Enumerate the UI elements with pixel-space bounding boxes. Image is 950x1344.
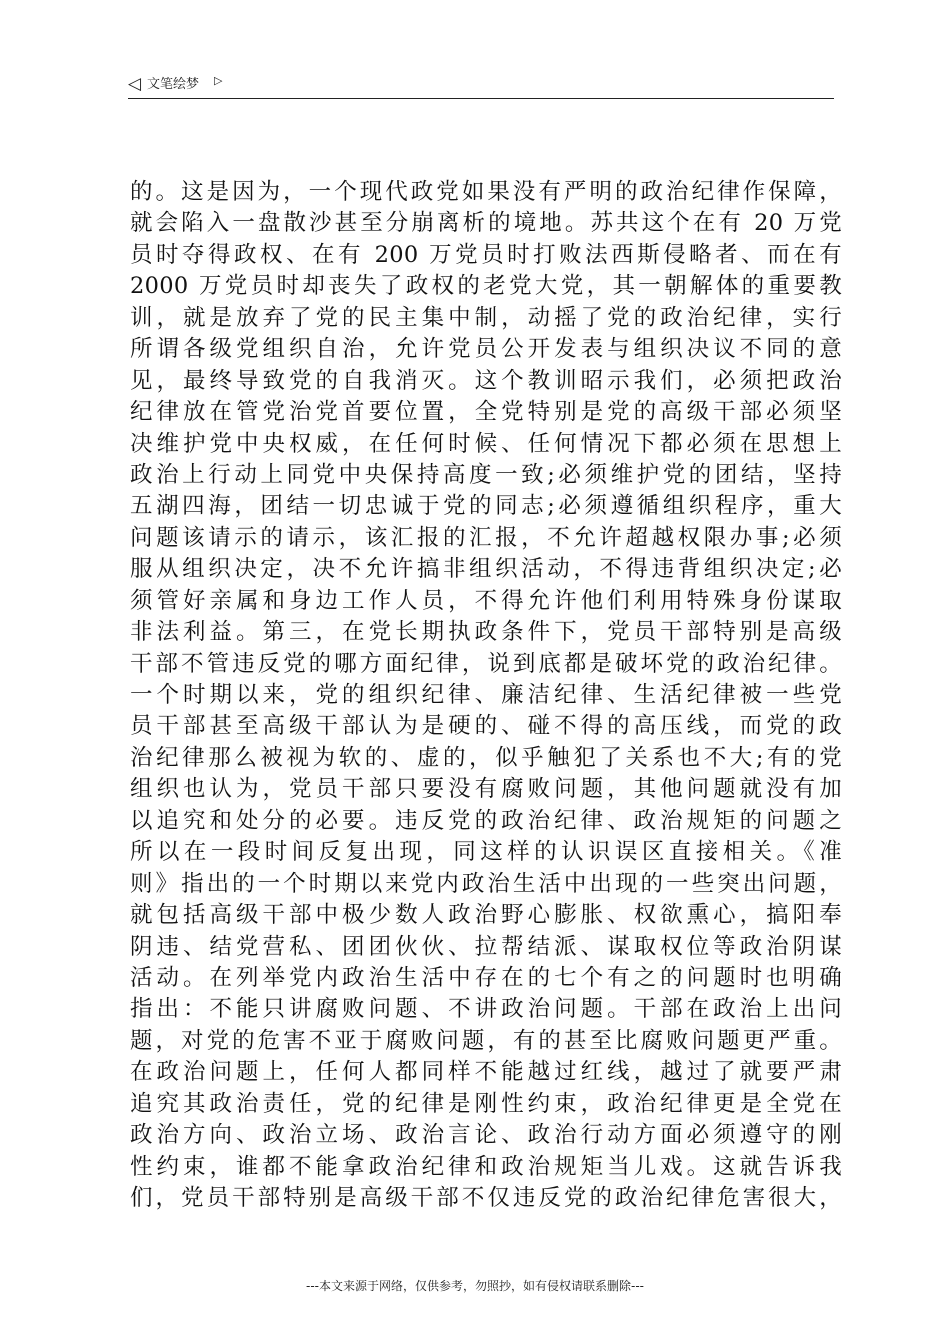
body-line: 决维护党中央权威，在任何时候、任何情况下都必须在思想上 <box>130 430 842 457</box>
body-line: 题，对党的危害不亚于腐败问题，有的甚至比腐败问题更严重。 <box>130 1027 842 1054</box>
body-line: 们，党员干部特别是高级干部不仅违反党的政治纪律危害很大， <box>130 1185 842 1211</box>
header-title: 文笔绘梦 <box>147 77 200 92</box>
body-line: 就会陷入一盘散沙甚至分崩离析的境地。苏共这个在有 20 万党 <box>130 210 842 237</box>
body-line: 的。这是因为，一个现代政党如果没有严明的政治纪律作保障， <box>130 179 842 205</box>
document-body <box>130 177 842 1214</box>
page-header <box>128 74 834 99</box>
body-line: 活动。在列举党内政治生活中存在的七个有之的问题时也明确 <box>130 964 842 991</box>
body-line: 干部不管违反党的哪方面纪律，说到底都是破坏党的政治纪律。 <box>130 650 842 677</box>
body-line: 则》指出的一个时期以来党内政治生活中出现的一些突出问题， <box>130 870 842 897</box>
body-line: 阴违、结党营私、团团伙伙、拉帮结派、谋取权位等政治阴谋 <box>130 933 842 960</box>
body-line: 问题该请示的请示，该汇报的汇报，不允许超越权限办事;必须 <box>130 524 842 551</box>
body-line: 员时夺得政权、在有 200 万党员时打败法西斯侵略者、而在有 <box>130 241 842 268</box>
body-line: 就包括高级干部中极少数人政治野心膨胀、权欲熏心，搞阳奉 <box>130 902 842 929</box>
body-line: 政治方向、政治立场、政治言论、政治行动方面必须遵守的刚 <box>130 1122 842 1149</box>
footer-notice: ---本文来源于网络，仅供参考，勿照抄，如有侵权请联系删除--- <box>306 1279 644 1293</box>
left-triangle-icon: ◁ <box>128 74 142 94</box>
body-line: 见，最终导致党的自我消灭。这个教训昭示我们，必须把政治 <box>130 367 842 394</box>
body-line: 五湖四海，团结一切忠诚于党的同志;必须遵循组织程序，重大 <box>130 493 842 520</box>
body-line: 2000 万党员时却丧失了政权的老党大党，其一朝解体的重要教 <box>130 273 842 300</box>
body-line: 须管好亲属和身边工作人员，不得允许他们利用特殊身份谋取 <box>130 587 842 614</box>
body-line: 治纪律那么被视为软的、虚的，似乎触犯了关系也不大;有的党 <box>130 744 842 771</box>
body-line: 所以在一段时间反复出现，同这样的认识误区直接相关。《准 <box>130 839 842 866</box>
body-line: 员干部甚至高级干部认为是硬的、碰不得的高压线，而党的政 <box>130 713 842 740</box>
body-line: 纪律放在管党治党首要位置，全党特别是党的高级干部必须坚 <box>130 399 842 426</box>
body-line: 训，就是放弃了党的民主集中制，动摇了党的政治纪律，实行 <box>130 304 842 331</box>
body-line: 追究其政治责任，党的纪律是刚性约束，政治纪律更是全党在 <box>130 1090 842 1117</box>
body-line: 指出：不能只讲腐败问题、不讲政治问题。干部在政治上出问 <box>130 996 842 1023</box>
right-triangle-icon: ▷ <box>214 74 223 87</box>
body-line: 一个时期以来，党的组织纪律、廉洁纪律、生活纪律被一些党 <box>130 682 842 708</box>
body-line: 在政治问题上，任何人都同样不能越过红线，越过了就要严肃 <box>130 1059 842 1086</box>
body-line: 所谓各级党组织自治，允许党员公开发表与组织决议不同的意 <box>130 336 842 363</box>
body-line: 以追究和处分的必要。违反党的政治纪律、政治规矩的问题之 <box>130 807 842 834</box>
body-line: 非法利益。第三，在党长期执政条件下，党员干部特别是高级 <box>130 619 842 646</box>
body-line: 组织也认为，党员干部只要没有腐败问题，其他问题就没有加 <box>130 776 842 803</box>
body-line: 政治上行动上同党中央保持高度一致;必须维护党的团结，坚持 <box>130 461 842 488</box>
body-line: 服从组织决定，决不允许搞非组织活动，不得违背组织决定;必 <box>130 556 842 583</box>
body-line: 性约束，谁都不能拿政治纪律和政治规矩当儿戏。这就告诉我 <box>130 1153 842 1180</box>
